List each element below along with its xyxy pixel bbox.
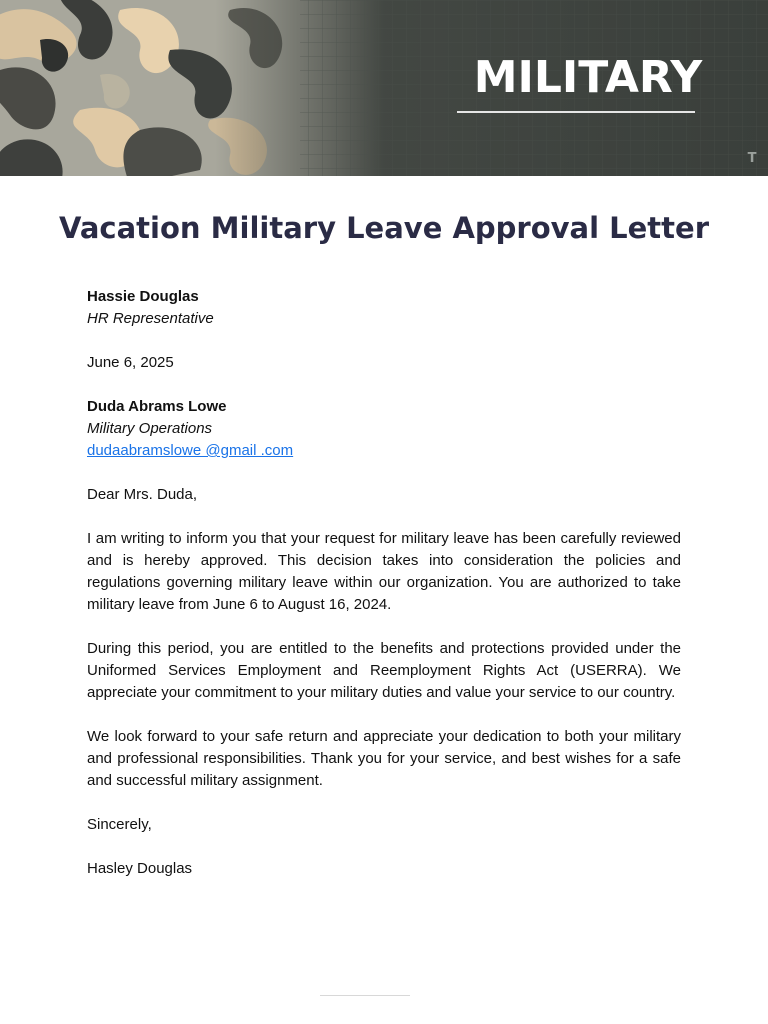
template-mark-icon: T (747, 151, 757, 166)
brand-underline (457, 111, 695, 113)
closing: Sincerely, (87, 816, 152, 833)
signature: Hasley Douglas (87, 860, 193, 877)
paragraph-closing: We look forward to your safe return and appreciate your dedication to both your military and professional responsibilities. Thank you for your service, and best wishes for a safe and successful military assignment. (87, 728, 681, 789)
letter-date: June 6, 2025 (87, 354, 174, 371)
brand-wordmark: MILITARY (473, 52, 703, 103)
footer-divider (320, 995, 410, 996)
paragraph-approval: I am writing to inform you that your request for military leave has been carefully reviewed and is hereby approved. This decision takes into consideration the policies and regulations governing military leave within our organization. You are authorized to take military leave from June 6 to August 16, 2024. (87, 530, 681, 613)
recipient-department: Military Operations (87, 420, 213, 437)
page-title: Vacation Military Leave Approval Letter (59, 211, 709, 245)
recipient-email-link[interactable]: dudaabramslowe @gmail .com (87, 442, 294, 459)
header-banner (0, 0, 768, 176)
sender-role: HR Representative (87, 310, 214, 327)
sender-name: Hassie Douglas (87, 288, 199, 305)
letter-body (87, 286, 681, 880)
paragraph-benefits: During this period, you are entitled to the benefits and protections provided under the Uniformed Services Employment and Reemployment Rights Act (USERRA). We appreciate your commitment to your military duties and value your service to our country. (87, 640, 681, 701)
recipient-name: Duda Abrams Lowe (87, 398, 227, 415)
salutation: Dear Mrs. Duda, (87, 486, 198, 503)
